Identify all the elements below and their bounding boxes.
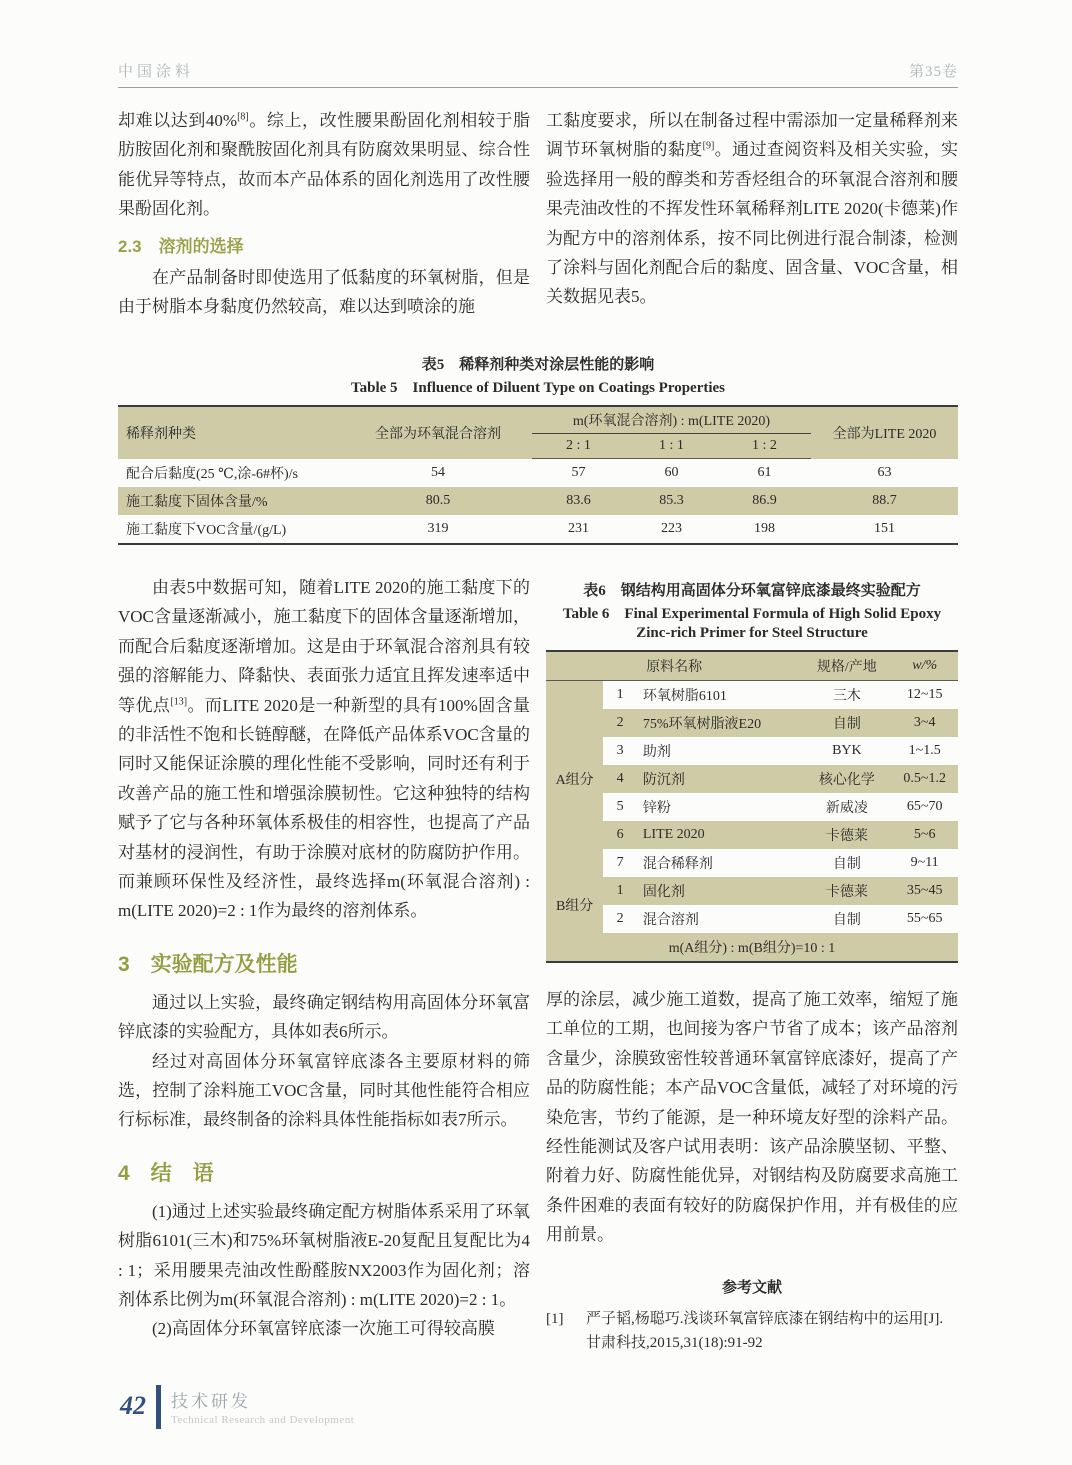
table6-row-spec: 核心化学 xyxy=(802,765,891,793)
volume-label: 第35卷 xyxy=(908,64,958,80)
table5-cell: 319 xyxy=(427,520,449,536)
table6-row-no: 7 xyxy=(616,854,624,870)
paragraph: (1)通过上述实验最终确定配方树脂体系采用了环氧树脂6101(三木)和75%环氧树脂液E-20复配且复配比为4 : 1；采用腰果壳油改性酚醛胺NX2003作为固化剂；溶剂体系比例为m(环氧混合溶剂) : m(LITE 2020)=2 : 1。 xyxy=(118,1201,530,1310)
table6-row-spec: 自制 xyxy=(802,709,891,737)
bottom-right-column xyxy=(546,573,958,1355)
paragraph-text: 。通过查阅资料及相关实验，实验选择用一般的醇类和芳香烃组合的环氧混合溶剂和腰果壳油改性的不挥发性环氧稀释剂LITE 2020(卡德莱)作为配方中的溶剂体系，按不同比例进行混合制漆，检测了涂料与固化剂配合后的黏度、固含量、VOC含量，相关数据见表5。 xyxy=(546,140,959,307)
paragraph-text: 却难以达到40% xyxy=(118,111,238,130)
citation-marker: [8] xyxy=(237,111,249,123)
table5-cell: 63 xyxy=(877,464,892,480)
page-number: 42 xyxy=(120,1390,146,1420)
page-footer xyxy=(118,1355,958,1429)
paragraph xyxy=(546,106,958,312)
paragraph-text: 工黏度要求，所以在制备过程中需添加一定量稀释剂来调节环氧树脂的黏度 xyxy=(546,111,958,160)
table5-subheader-ratio: 1 : 1 xyxy=(625,434,718,459)
table6-row-name: 固化剂 xyxy=(637,877,803,905)
table5-cell: 57 xyxy=(571,465,586,481)
reference-text: 严子韬,杨聪巧.浅谈环氧富锌底漆在钢结构中的运用[J].甘肃科技,2015,31(18):91-92 xyxy=(586,1310,944,1351)
table6-row xyxy=(546,709,958,737)
table5-cell: 60 xyxy=(664,465,679,481)
reference-item xyxy=(546,1307,958,1355)
bottom-columns xyxy=(118,573,958,1355)
table5-row-label: 施工黏度下固体含量/% xyxy=(118,487,344,515)
table5-caption-zh: 表5 稀释剂种类对涂层性能的影响 xyxy=(421,357,655,374)
references-heading: 参考文献 xyxy=(721,1279,782,1296)
table6-header-name: 原料名称 xyxy=(546,651,802,681)
top-right-column xyxy=(546,106,958,321)
table6-row xyxy=(546,849,958,877)
table6-row-w: 0.5~1.2 xyxy=(891,765,958,793)
table6-row-name: 混合稀释剂 xyxy=(642,856,713,872)
footer-section-zh: 技术研发 xyxy=(171,1392,251,1412)
paragraph: 厚的涂层，减少施工道数，提高了施工效率，缩短了施工单位的工期，也间接为客户节省了成本；该产品溶剂含量少，涂膜致密性较普通环氧富锌底漆好，提高了产品的防腐性能；本产品VOC含量低，减轻了对环境的污染危害，节约了能源，是一种环境友好型的涂料产品。经性能测试及客户试用表明：该产品涂膜坚韧、平整、附着力好、防腐性能优异，对钢结构及防腐要求高施工条件困难的表面有较好的防腐保护作用，并有极佳的应用前景。 xyxy=(546,989,958,1245)
table6-row-name: 混合溶剂 xyxy=(642,912,699,928)
table5 xyxy=(118,405,958,545)
footer-section xyxy=(171,1387,354,1426)
paragraph-text: 。而LITE 2020是一种新型的具有100%固含量的非活性不饱和长链醇醚，在降低产品体系VOC含量的同时又能保证涂膜的理化性能不受影响，同时还有利于改善产品的施工性和增强涂膜韧性。它这种独特的结构赋予了它与各种环氧体系极佳的相容性，也提高了产品对基材的浸润性，有助于涂膜对底材的防腐防护作用。而兼顾环保性及经济性，最终选择m(环氧混合溶剂) : m(LITE 2020)=2 : 1作为最终的溶剂体系。 xyxy=(118,695,530,921)
table5-subheader-ratio: 1 : 2 xyxy=(718,434,811,459)
table6-header-spec: 规格/产地 xyxy=(802,651,891,681)
table5-header-all-epoxy: 全部为环氧混合溶剂 xyxy=(344,406,532,459)
table5-cell: 151 xyxy=(874,520,895,536)
table6-group-b-label: B组分 xyxy=(546,877,603,933)
top-columns xyxy=(118,106,958,321)
bottom-left-column xyxy=(118,573,530,1355)
table6-ratio-note: m(A组分) : m(B组分)=10 : 1 xyxy=(546,933,958,962)
table6-row-no: 6 xyxy=(603,821,637,849)
table6-row-w: 35~45 xyxy=(891,877,958,905)
table6-row-no: 3 xyxy=(616,742,624,758)
table5-row-label: 配合后黏度(25 ℃,涂-6#杯)/s xyxy=(126,466,298,482)
table6-row xyxy=(546,737,958,765)
table5-cell: 61 xyxy=(757,465,772,481)
table5-header-all-lite: 全部为LITE 2020 xyxy=(811,406,958,459)
citation-marker: [13] xyxy=(170,695,188,707)
paragraph: 在产品制备时即使选用了低黏度的环氧树脂，但是由于树脂本身黏度仍然较高，难以达到喷涂的施 xyxy=(118,267,530,317)
table6-row-spec: 卡德莱 xyxy=(802,877,891,905)
table6-row-w: 5~6 xyxy=(891,821,958,849)
table6-row-name: LITE 2020 xyxy=(637,821,803,849)
table5-cell: 86.9 xyxy=(718,487,811,515)
paragraph: 通过以上实验，最终确定钢结构用高固体分环氧富锌底漆的实验配方，具体如表6所示。 xyxy=(118,992,530,1042)
paragraph: (2)高固体分环氧富锌底漆一次施工可得较高膜 xyxy=(152,1319,495,1339)
table5-row-label: 施工黏度下VOC含量/(g/L) xyxy=(126,522,287,538)
journal-title: 中国涂料 xyxy=(118,64,195,80)
table5-header-row xyxy=(118,406,958,434)
table6-row-no: 1 xyxy=(603,877,637,905)
paragraph: 经过对高固体分环氧富锌底漆各主要原材料的筛选，控制了涂料施工VOC含量，同时其他性能符合相应行标标准，最终制备的涂料具体性能指标如表7所示。 xyxy=(118,1051,530,1130)
citation-marker: [9] xyxy=(702,140,715,152)
table5-header-type: 稀释剂种类 xyxy=(118,406,344,459)
table6-row-no: 5 xyxy=(616,798,624,814)
table5-cell: 54 xyxy=(431,464,445,480)
table6-header-row xyxy=(546,651,958,681)
table6-row-w: 55~65 xyxy=(906,910,943,926)
table6-row-w: 65~70 xyxy=(906,798,943,814)
table6-footer-row xyxy=(546,933,958,962)
table5-cell: 198 xyxy=(754,520,775,536)
table6-row xyxy=(546,821,958,849)
table6-row-spec: 三木 xyxy=(832,688,861,704)
table6-row xyxy=(546,765,958,793)
table6-row-name: 环氧树脂6101 xyxy=(642,688,727,704)
table6-caption-en: Table 6 Final Experimental Formula of High Solid Epoxy xyxy=(562,605,942,622)
footer-section-en: Technical Research and Development xyxy=(171,1414,355,1427)
table5-row xyxy=(118,487,958,515)
subsection-heading: 2.3 溶剂的选择 xyxy=(118,236,244,256)
table6-row-name: 锌粉 xyxy=(642,800,671,816)
table6-header-w: w/% xyxy=(891,651,958,681)
table6-row xyxy=(546,793,958,821)
table5-cell: 88.7 xyxy=(811,487,958,515)
table6-row-no: 1 xyxy=(616,686,624,702)
table6-row-spec: 卡德莱 xyxy=(802,821,891,849)
table6-row-spec: 自制 xyxy=(832,856,861,872)
footer-divider-bar xyxy=(156,1385,161,1429)
table5-cell: 83.6 xyxy=(532,487,625,515)
table5-cell: 231 xyxy=(568,520,589,536)
table5-row xyxy=(118,459,958,487)
table6-row-name: 75%环氧树脂液E20 xyxy=(637,709,803,737)
table6-row xyxy=(546,680,958,709)
table6-row-name: 防沉剂 xyxy=(637,765,803,793)
paragraph-text: 。综上，改性腰果酚固化剂相较于脂肪胺固化剂和聚酰胺固化剂具有防腐效果明显、综合性能优异等特点，故而本产品体系的固化剂选用了改性腰果酚固化剂。 xyxy=(118,111,530,219)
table6-row xyxy=(546,905,958,933)
table6-row-w: 9~11 xyxy=(910,854,939,870)
table5-cell: 80.5 xyxy=(344,487,532,515)
table6-row-name: 助剂 xyxy=(642,744,671,760)
table5-row xyxy=(118,515,958,544)
paragraph xyxy=(118,573,530,926)
paragraph xyxy=(118,106,530,224)
table6-row-spec: 自制 xyxy=(832,912,861,928)
table6-row-w: 3~4 xyxy=(891,709,958,737)
table6-row-no: 2 xyxy=(603,709,637,737)
table6-caption-zh: 表6 钢结构用高固体分环氧富锌底漆最终实验配方 xyxy=(583,582,921,599)
table6-row-w: 1~1.5 xyxy=(908,742,941,758)
running-head xyxy=(118,60,958,88)
table5-cell: 85.3 xyxy=(625,487,718,515)
table6-row xyxy=(546,877,958,905)
table5-caption-en: Table 5 Influence of Diluent Type on Coatings Properties xyxy=(350,380,726,397)
table6 xyxy=(546,650,958,963)
section3-heading: 3 实验配方及性能 xyxy=(118,952,298,976)
reference-number: [1] xyxy=(546,1310,564,1327)
table6-block xyxy=(546,579,958,963)
table6-row-spec: 新威凌 xyxy=(825,800,868,816)
table5-subheader-ratio: 2 : 1 xyxy=(532,434,625,459)
table5-block xyxy=(118,347,958,545)
top-left-column xyxy=(118,106,530,321)
table6-row-spec: BYK xyxy=(832,742,862,758)
section4-heading: 4 结 语 xyxy=(118,1161,214,1185)
paragraph-text: 由表5中数据可知，随着LITE 2020的施工黏度下的VOC含量逐渐减小，施工黏度下的固体含量逐渐增加，而配合后黏度逐渐增加。这是由于环氧混合溶剂具有较强的溶解能力、降黏快、表面张力适宜且挥发速率适中等优点 xyxy=(118,577,530,715)
table6-caption-en2: Zinc-rich Primer for Steel Structure xyxy=(636,624,868,641)
table6-row-no: 4 xyxy=(603,765,637,793)
table6-row-w: 12~15 xyxy=(906,686,943,702)
table5-cell: 223 xyxy=(661,520,682,536)
table6-group-a-label: A组分 xyxy=(546,680,603,877)
table6-row-no: 2 xyxy=(616,910,624,926)
table5-header-group: m(环氧混合溶剂) : m(LITE 2020) xyxy=(532,406,811,434)
